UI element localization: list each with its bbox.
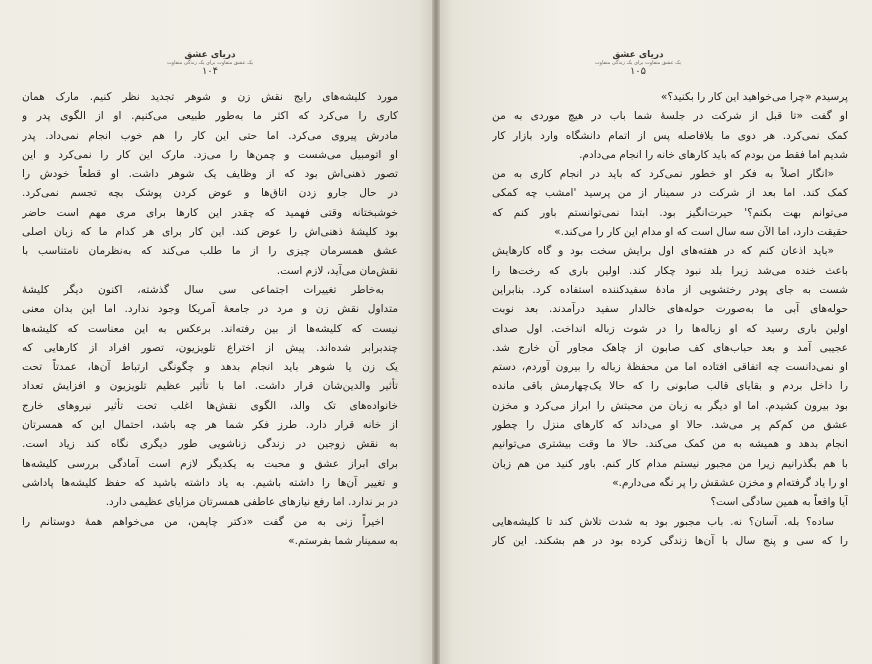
text-line: می‌توانم بهت بکنم؟' حیرت‌انگیز بود. ابتدا نمی‌توانستم باور کنم که — [492, 206, 848, 219]
text-line: اخیراً زنی به من گفت «دکتر چاپمن، من می‌خواهم همهٔ دوستانم را — [22, 515, 384, 528]
left-header-title: دریای عشق — [184, 50, 236, 60]
text-line: تأثیر والدین‌شان قرار داشت. اما با تأثیر عظیم تلویزیون و افزایش تعداد — [22, 380, 398, 393]
text-line: را داخل بردم و بقایای قالب صابونی را که حالا یک‌چهارمش باقی مانده — [492, 380, 848, 393]
text-line: نیست که کلیشه‌ها از بین رفته‌اند. برعکس به این معناست که کلیشه‌ها — [22, 322, 398, 335]
text-line: با هم بگذرانیم زیرا من مجبور نیستم مدام کار کنم. باور کنید من هم زبان — [492, 457, 848, 470]
text-line: شست به جای پودر رختشویی از مادهٔ سفیدکننده استفاده کرد. بنابراین — [492, 283, 848, 296]
text-line: را که سی و پنج سال با آن‌ها زندگی کرده بود در هم بشکند. این کار — [492, 534, 848, 547]
text-line: به سمینار شما بفرستم.» — [288, 534, 398, 547]
text-line: کمک کند. اما بعد از شرکت در سمینار از من پرسید 'امشب چه کمکی — [492, 187, 848, 200]
text-line: خوشبختانه وقتی فهمید که چقدر این کارها برای مری مهم است حاضر — [22, 206, 398, 219]
text-line: او نمی‌دانست چه اتفاقی افتاده اما من محفظهٔ زباله را بیرون آوردم، دستم — [492, 361, 848, 374]
text-line: آیا واقعاً به همین سادگی است؟ — [710, 496, 848, 509]
text-line: ساده؟ بله. آسان؟ نه. باب مجبور بود به شدت تلاش کند تا کلیشه‌هایی — [492, 515, 834, 528]
text-line: کاری را می‌کرد که اکثر ما به‌طور طبیعی می‌کنیم. او از الگوی پدر و — [22, 110, 398, 123]
text-line: عشق من کم‌کم پر می‌شد. حالا او می‌داند که کارهای منزل را چطور — [492, 419, 848, 432]
left-page-number: ۱۰۴ — [201, 66, 219, 77]
book-gutter — [432, 0, 440, 664]
text-line: متداول نقش زن و مرد در جامعهٔ آمریکا وجود ندارد. اما این بدان معنی — [22, 303, 398, 316]
text-line: نقش‌مان می‌آید، لازم است. — [276, 264, 398, 277]
text-line: او را یاد گرفته‌ام و مخزن عشقش را پر نگه می‌دارم.» — [612, 476, 848, 489]
text-line: او گفت «تا قبل از شرکت در جلسهٔ شما باب در هیچ موردی به من — [492, 110, 848, 123]
text-line: اولین باری رسید که او زباله‌ها را در شوت زباله انداخت. اول صدای — [492, 322, 848, 335]
text-line: بود بیرون کشیدم. اما او دیگر به زبان من محبتش را ابراز می‌کرد و مخزن — [492, 399, 848, 412]
text-line: تصور ذهنی‌اش بود که از وظایف یک شوهر داشت. او قطعاً خودش را — [22, 168, 398, 181]
text-line: مورد کلیشه‌های رایج نقش زن و شوهر تجدید نظر کنیم. مارک همان — [22, 91, 398, 103]
text-line: در بر ندارد. اما رفع نیازهای عاطفی همسرتان مزایای عظیمی دارد. — [105, 496, 398, 509]
text-line: بود کلیشهٔ ذهنی‌اش را عوض کند. این کار برای هر کدام ما که زبان اصلی — [22, 226, 398, 239]
right-page-number: ۱۰۵ — [629, 66, 647, 77]
text-line: حقیقت دارد، اما الآن سه سال است که او مدام این کار را می‌کند.» — [554, 226, 848, 239]
left-header-subtitle: یک عشق متفاوت برای یک زندگی متفاوت — [166, 60, 254, 66]
right-page-header — [578, 50, 698, 78]
left-page-body — [22, 88, 398, 551]
right-header-title: دریای عشق — [612, 50, 664, 60]
text-line: چندبرابر شده‌اند. پیش از اختراع تلویزیون، تصور افراد از کارهایی که — [22, 341, 398, 354]
text-line: عشق همسرمان چیزی را از ما طلب می‌کند که به‌نظرمان نامتناسب با — [22, 245, 398, 258]
text-line: کمک نمی‌کرد. هر دوی ما بلافاصله پس از اتمام دانشگاه وارد بازار کار — [492, 129, 848, 142]
right-page — [436, 0, 872, 664]
text-line: باعث خنده می‌شد زیرا بلد نبود چکار کند. اولین باری که رخت‌ها را — [492, 264, 848, 277]
text-line: و تغییر آن‌ها را داشته باشیم. به یاد داشته باشید که حفظ کلیشه‌ها پاداشی — [22, 476, 398, 489]
text-line: شدیم اما فقط من بودم که باید کارهای خانه را انجام می‌دادم. — [579, 148, 848, 161]
text-line: «انگار اصلاً به فکر او خطور نمی‌کرد که باید در انجام کاری به من — [492, 168, 834, 181]
text-line: مادرش پیروی می‌کرد. اما حتی این کار را هم خوب انجام نمی‌داد. پدر — [22, 129, 398, 142]
text-line: به‌خاطر تغییرات اجتماعی سی سال گذشته، اکنون دیگر کلیشهٔ — [22, 283, 384, 296]
right-page-body — [492, 88, 848, 551]
text-line: خانواده‌های تک والد، الگوی نقش‌ها اغلب تحت تأثیر نیروهای خارج — [22, 399, 398, 412]
left-page-header — [150, 50, 270, 78]
text-line: از خانه قرار دارد. طرز فکر شما هر چه باشد، احتمال این که همسرتان — [22, 419, 398, 432]
text-line: انجام بدهد و همیشه به من کمک می‌کند. حالا ما وقت بیشتری می‌توانیم — [492, 438, 848, 451]
text-line: یک زن یا شوهر باید انجام بدهد و چگونگی ارتباط آن‌ها، عمدتاً تحت — [22, 361, 398, 374]
text-line: او اتومبیل می‌شست و چمن‌ها را می‌زد. مارک این کار را نمی‌کرد و این — [22, 148, 398, 161]
text-line: «باید اذعان کنم که در هفته‌های اول برایش سخت بود و گاه کارهایش — [492, 245, 834, 258]
text-line: در حال جارو زدن اتاق‌ها و عوض کردن پوشک بچه تجسم نمی‌کرد. — [22, 187, 398, 200]
text-line: برای ابراز عشق و محبت به یکدیگر لازم است آمادگی بررسی کلیشه‌ها — [22, 457, 398, 470]
text-line: پرسیدم «چرا می‌خواهید این کار را بکنید؟» — [660, 91, 848, 103]
text-line: به نقش زوجین در زندگی زناشویی طور دیگری نگاه کند زیاد است. — [22, 438, 398, 451]
text-line: عجیبی آمد و بعد حباب‌های کف صابون از چاهک مجاور آن خارج شد. — [492, 341, 848, 354]
right-header-subtitle: یک عشق متفاوت برای یک زندگی متفاوت — [594, 60, 682, 66]
text-line: حوله‌های آبی ما به‌صورت حوله‌های خالدار سفید درآمدند. بعد نوبت — [492, 303, 848, 316]
